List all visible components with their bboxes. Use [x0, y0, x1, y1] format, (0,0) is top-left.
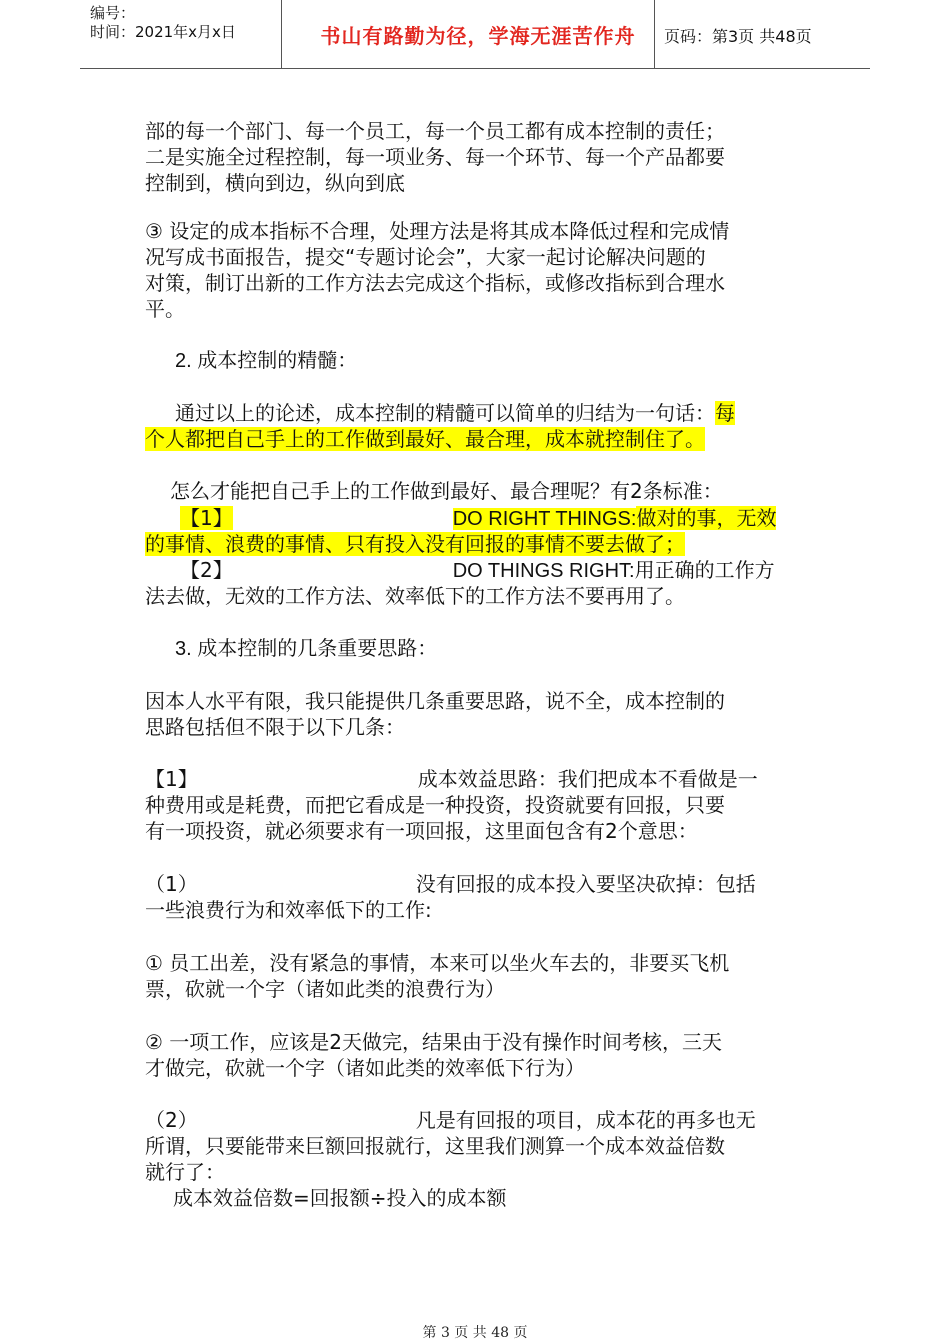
body-line: [145, 871, 810, 897]
body-line: [145, 766, 810, 792]
body-line: 怎么才能把自己手上的工作做到最好、最合理呢？有2条标准：: [170, 479, 723, 503]
body-line: [145, 557, 845, 584]
body-line: 因本人水平有限，我只能提供几条重要思路，说不全，成本控制的: [145, 689, 725, 713]
body-text: 通过以上的论述，成本控制的精髓可以简单的归结为一句话：: [175, 401, 715, 425]
body-line: [145, 1107, 810, 1133]
highlighted-text: 个人都把自己手上的工作做到最好、最合理，成本就控制住了。: [145, 427, 705, 451]
body-line: 部的每一个部门、每一个员工，每一个员工都有成本控制的责任；: [145, 119, 725, 143]
list-marker: 【2】: [180, 558, 233, 582]
body-line: 对策，制订出新的工作方法去完成这个指标，或修改指标到合理水: [145, 271, 725, 295]
body-line: 所谓，只要能带来巨额回报就行，这里我们测算一个成本效益倍数: [145, 1134, 725, 1158]
highlighted-text: 每: [715, 401, 735, 425]
highlighted-text: 做对的事，无效: [636, 506, 777, 530]
body-line: 控制到，横向到边，纵向到底: [145, 171, 405, 195]
body-text: 凡是有回报的项目，成本花的再多也无: [415, 1108, 756, 1132]
highlighted-text: 的事情、浪费的事情、只有投入没有回报的事情不要去做了；: [145, 532, 685, 556]
body-line: [145, 505, 845, 532]
list-marker: （2）: [145, 1108, 198, 1132]
body-text: 没有回报的成本投入要坚决砍掉：包括: [415, 872, 756, 896]
body-line: 况写成书面报告，提交“专题讨论会”，大家一起讨论解决问题的: [145, 245, 706, 269]
body-line: 有一项投资，就必须要求有一项回报，这里面包含有2个意思：: [145, 819, 698, 843]
page-header: [80, 0, 870, 69]
body-line: 一些浪费行为和效率低下的工作:: [145, 898, 432, 922]
section-heading-2: 2. 成本控制的精髓：: [175, 350, 358, 372]
body-line: ② 一项工作，应该是2天做完，结果由于没有操作时间考核，三天: [145, 1030, 723, 1054]
body-line: ③ 设定的成本指标不合理，处理方法是将其成本降低过程和完成情: [145, 219, 730, 243]
body-line: 就行了：: [145, 1160, 225, 1184]
body-line: 思路包括但不限于以下几条：: [145, 715, 405, 739]
body-line: 平。: [145, 297, 185, 321]
body-text: DO THINGS RIGHT:用正确的工作方: [452, 560, 775, 582]
page-footer: 第 3 页 共 48 页: [422, 1325, 528, 1341]
body-line: [145, 531, 810, 557]
header-divider: [281, 0, 282, 68]
document-number-label: 编号：: [90, 4, 136, 22]
body-line: 法去做，无效的工作方法、效率低下的工作方法不要再用了。: [145, 584, 685, 608]
body-line: ① 员工出差，没有紧急的事情，本来可以坐火车去的，非要买飞机: [145, 951, 730, 975]
list-marker: 【1】: [180, 506, 233, 530]
body-line: 票，砍就一个字（诸如此类的浪费行为）: [145, 977, 505, 1001]
body-line: 二是实施全过程控制，每一项业务、每一个环节、每一个产品都要: [145, 145, 725, 169]
header-page-info: 页码：第3页 共48页: [664, 27, 812, 46]
section-heading-3: 3. 成本控制的几条重要思路：: [175, 638, 438, 660]
list-marker: （1）: [145, 872, 198, 896]
header-meta: [90, 4, 236, 42]
body-line: 成本效益倍数=回报额÷投入的成本额: [173, 1186, 507, 1210]
list-marker: 【1】: [145, 767, 198, 791]
body-text: 成本效益思路：我们把成本不看做是一: [417, 767, 758, 791]
body-line: [145, 426, 810, 452]
document-time-label: 时间：2021年x月x日: [90, 23, 236, 41]
body-line: 种费用或是耗费，而把它看成是一种投资，投资就要有回报，只要: [145, 793, 725, 817]
header-motto: 书山有路勤为径，学海无涯苦作舟: [320, 24, 636, 48]
header-divider: [654, 0, 655, 68]
body-line: [145, 400, 840, 426]
highlighted-text: DO RIGHT THINGS:: [452, 508, 637, 530]
body-line: 才做完，砍就一个字（诸如此类的效率低下行为）: [145, 1056, 585, 1080]
